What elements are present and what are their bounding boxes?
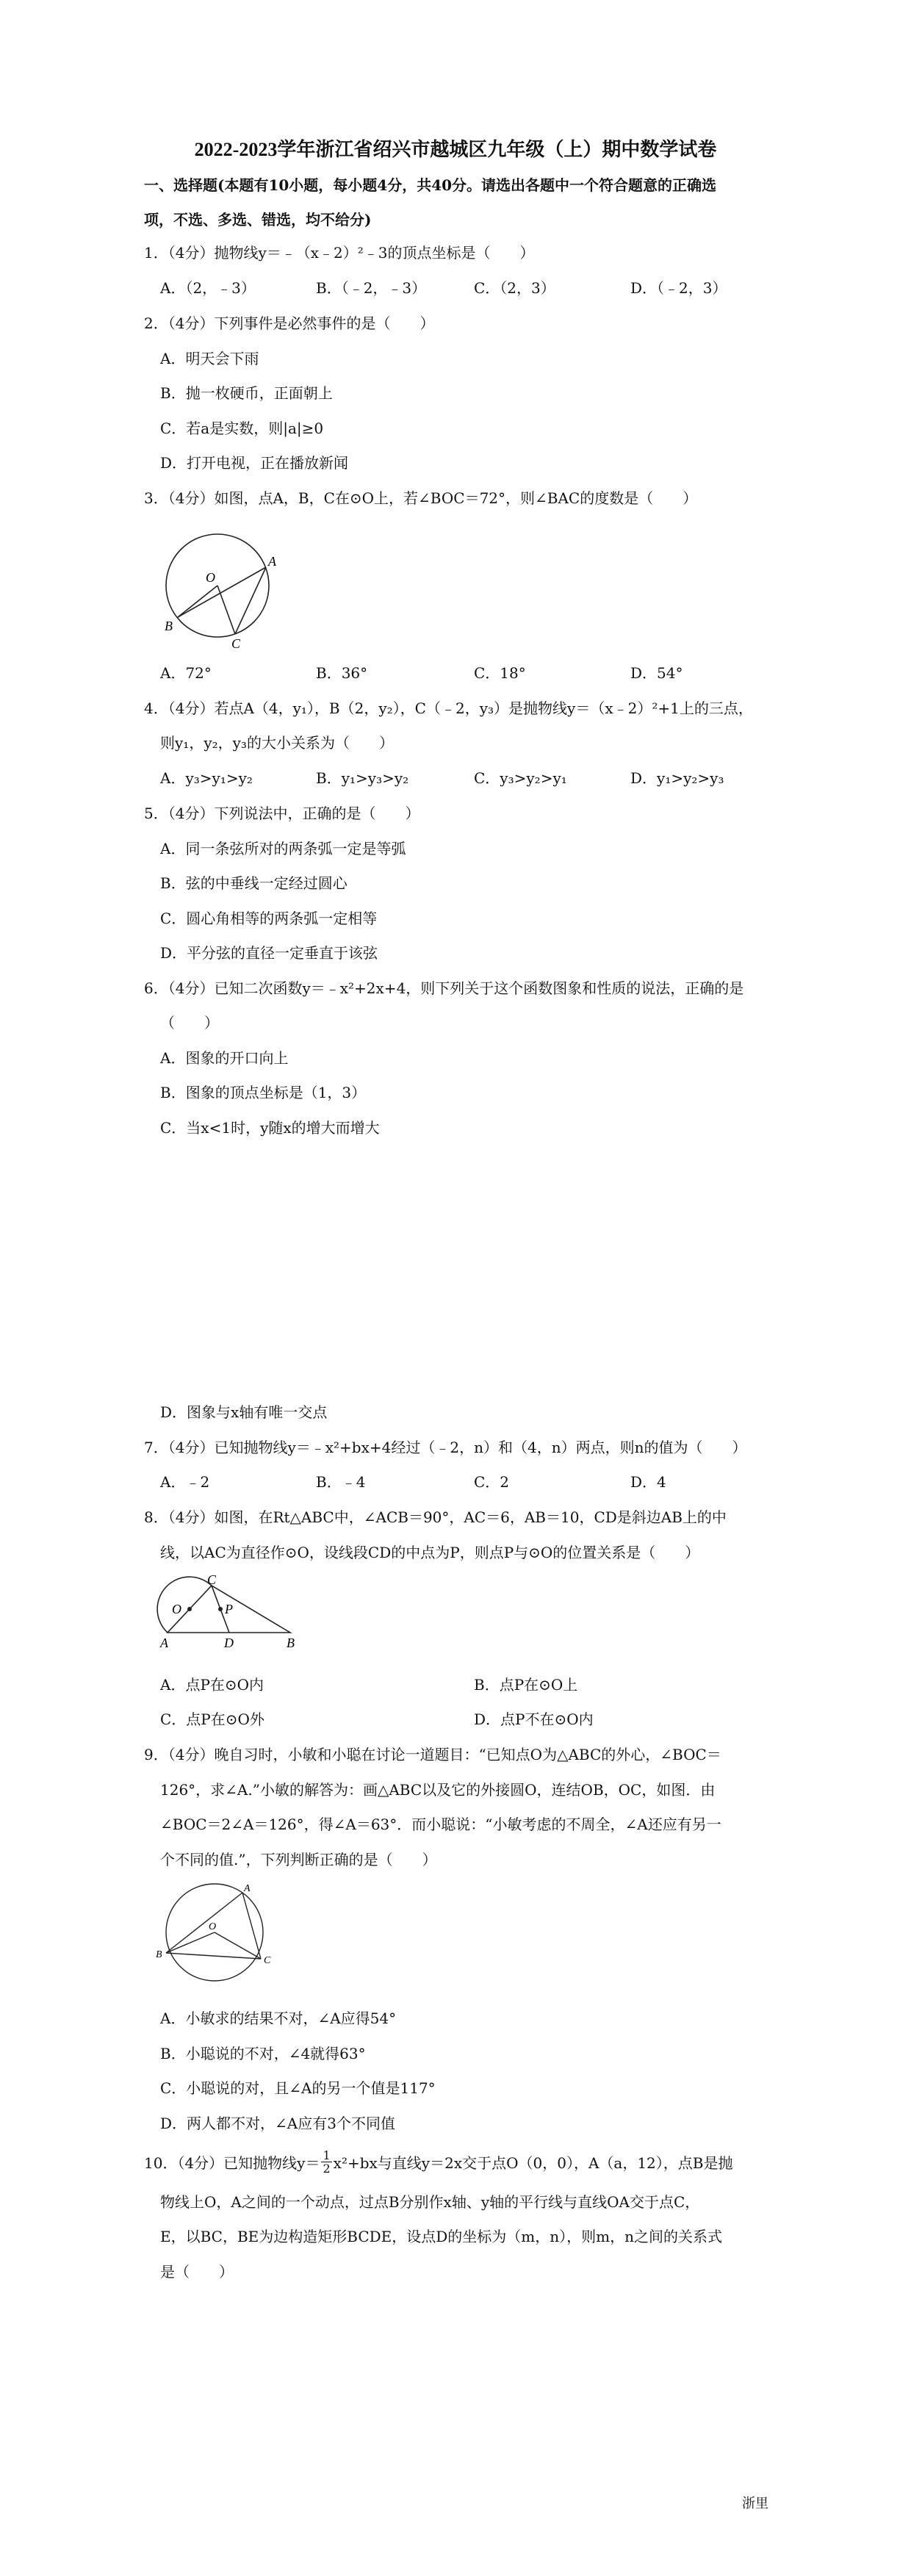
q9-segment-ac [242,1893,261,1959]
q8-option-b: B．点P在⊙O上 [474,1676,578,1694]
q6-option-a: A．图象的开口向上 [160,1049,289,1067]
q4-stem-line1: 4．（4分）若点A（4，y₁），B（2，y₂），C（﹣2，y₃）是抛物线y＝（x﹣2）²+1上的三点， [144,699,753,717]
q2-option-b: B．抛一枚硬币，正面朝上 [160,384,333,402]
q6-option-b: B．图象的顶点坐标是（1，3） [160,1084,367,1101]
q9-label-c: C [264,1955,271,1966]
q9-option-d: D．两人都不对，∠A应有3个不同值 [160,2115,395,2132]
q3-segment-oc [217,586,235,634]
q8-option-d: D．点P不在⊙O内 [474,1710,594,1728]
q7-option-a: A．﹣2 [160,1473,210,1491]
q3-option-b: B．36° [316,664,368,682]
q3-segment-ab [178,567,266,617]
q2-stem: 2．（4分）下列事件是必然事件的是（ ） [144,314,435,332]
q9-label-b: B [156,1949,162,1960]
q10-fraction-numerator: 1 [323,2148,331,2162]
q6-stem-line1: 6．（4分）已知二次函数y＝﹣x²+2x+4，则下列关于这个函数图象和性质的说法，正确的是 [144,979,744,997]
q7-stem: 7．（4分）已知抛物线y＝﹣x²+bx+4经过（﹣2，n）和（4，n）两点，则n的值为（ ） [144,1439,747,1456]
q1-option-c: C．（2，3） [474,279,555,297]
q9-label-a: A [244,1883,251,1894]
q1-stem: 1．（4分）抛物线y＝﹣（x﹣2）²﹣3的顶点坐标是（ ） [144,244,535,262]
q10-stem-line4: 是（ ） [160,2263,234,2281]
q9-circle-figure [154,1881,283,1991]
q5-option-c: C．圆心角相等的两条弧一定相等 [160,910,378,927]
q9-option-b: B．小聪说的不对，∠4就得63° [160,2045,366,2062]
q3-option-a: A．72° [160,664,212,682]
q9-option-c: C．小聪说的对，且∠A的另一个值是117° [160,2079,436,2097]
q4-stem-line2: 则y₁，y₂，y₃的大小关系为（ ） [160,734,394,752]
q8-triangle-figure [156,1574,303,1651]
page-footer: 浙里 [742,2496,768,2511]
q8-label-b: B [287,1636,295,1650]
q4-option-c: C．y₃>y₂>y₁ [474,769,567,787]
q10-stem-line3: E，以BC，BE为边构造矩形BCDE，设点D的坐标为（m，n），则m，n之间的关系式 [160,2228,722,2245]
q3-stem: 3．（4分）如图，点A，B，C在⊙O上，若∠BOC＝72°，则∠BAC的度数是（ ） [144,489,698,507]
q8-option-a: A．点P在⊙O内 [160,1676,264,1694]
q8-label-d: D [224,1636,234,1650]
q3-option-c: C．18° [474,664,526,682]
q3-label-b: B [165,619,173,633]
q8-label-o: O [172,1602,181,1616]
q2-option-d: D．打开电视，正在播放新闻 [160,454,349,472]
q6-stem-line2: （ ） [160,1014,219,1032]
q3-label-c: C [231,636,241,648]
q9-segment-bc [166,1953,261,1959]
q9-label-o: O [209,1921,217,1932]
q3-segment-ac [235,567,266,634]
section-heading-line1: 一、选择题(本题有10小题，每小题4分，共40分。请选出各题中一个符合题意的正确选 [144,176,717,194]
q10-stem-rest: x²+bx与直线y＝2x交于点O（0，0），A（a，12），点B是抛 [333,2154,733,2172]
q10-stem-line2: 物线上O，A之间的一个动点，过点B分别作x轴、y轴的平行线与直线OA交于点C， [160,2193,700,2211]
q9-segment-oc [215,1932,261,1959]
q5-option-d: D．平分弦的直径一定垂直于该弦 [160,944,378,962]
q3-circle-figure [154,523,287,648]
q3-label-a: A [268,554,276,569]
q7-option-c: C．2 [474,1473,510,1491]
q4-option-d: D．y₁>y₂>y₃ [630,769,724,787]
q9-stem-line2: 126°，求∠A.”小敏的解答为：画△ABC以及它的外接圆O，连结OB，OC，如图．由 [160,1781,716,1799]
q8-arc [157,1577,212,1633]
q7-option-d: D．4 [630,1473,666,1491]
q3-option-d: D．54° [630,664,683,682]
q9-segment-ob [166,1932,215,1953]
q2-option-a: A．明天会下雨 [160,350,259,367]
q1-option-a: A．（2，﹣3） [160,279,256,297]
q8-stem-line1: 8．（4分）如图，在Rt△ABC中，∠ACB＝90°，AC＝6，AB＝10，CD是斜边AB上的中 [144,1508,727,1526]
q6-option-d: D．图象与x轴有唯一交点 [160,1403,328,1421]
q10-fraction [321,2149,331,2175]
q1-option-b: B．（﹣2，﹣3） [316,279,427,297]
page-title: 2022-2023学年浙江省绍兴市越城区九年级（上）期中数学试卷 [194,139,717,160]
q2-option-c: C．若a是实数，则|a|≥0 [160,420,324,437]
q8-label-p: P [225,1602,233,1616]
q8-option-c: C．点P在⊙O外 [160,1710,264,1728]
q8-point-o [187,1607,192,1611]
q3-label-o: O [206,570,215,585]
q10-stem-line1 [144,2148,733,2177]
q4-option-a: A．y₃>y₁>y₂ [160,769,253,787]
q3-segment-ob [178,586,217,617]
q6-option-c: C．当x<1时，y随x的增大而增大 [160,1119,380,1137]
q10-number: 10．（4分）已知抛物线y＝ [144,2154,320,2172]
q8-label-a: A [160,1636,168,1650]
q9-stem-line1: 9．（4分）晚自习时，小敏和小聪在讨论一道题目：“已知点O为△ABC的外心，∠BOC＝ [144,1746,721,1763]
q8-label-c: C [207,1574,217,1587]
q4-option-b: B．y₁>y₃>y₂ [316,769,409,787]
q9-stem-line4: 个不同的值.”，下列判断正确的是（ ） [160,1851,437,1868]
q9-stem-line3: ∠BOC＝2∠A＝126°，得∠A＝63°．而小聪说：“小敏考虑的不周全，∠A还应有另一 [160,1816,721,1833]
q8-stem-line2: 线，以AC为直径作⊙O，设线段CD的中点为P，则点P与⊙O的位置关系是（ ） [160,1544,700,1561]
q10-fraction-denominator: 2 [323,2162,331,2176]
q5-option-a: A．同一条弦所对的两条弧一定是等弧 [160,840,406,857]
section-heading-line2: 项，不选、多选、错选，均不给分) [144,211,372,229]
q5-stem: 5．（4分）下列说法中，正确的是（ ） [144,805,420,822]
q1-option-d: D．（﹣2，3） [630,279,727,297]
q9-option-a: A．小敏求的结果不对，∠A应得54° [160,2010,397,2027]
q8-point-p [218,1607,223,1611]
q7-option-b: B．﹣4 [316,1473,366,1491]
q5-option-b: B．弦的中垂线一定经过圆心 [160,874,348,892]
